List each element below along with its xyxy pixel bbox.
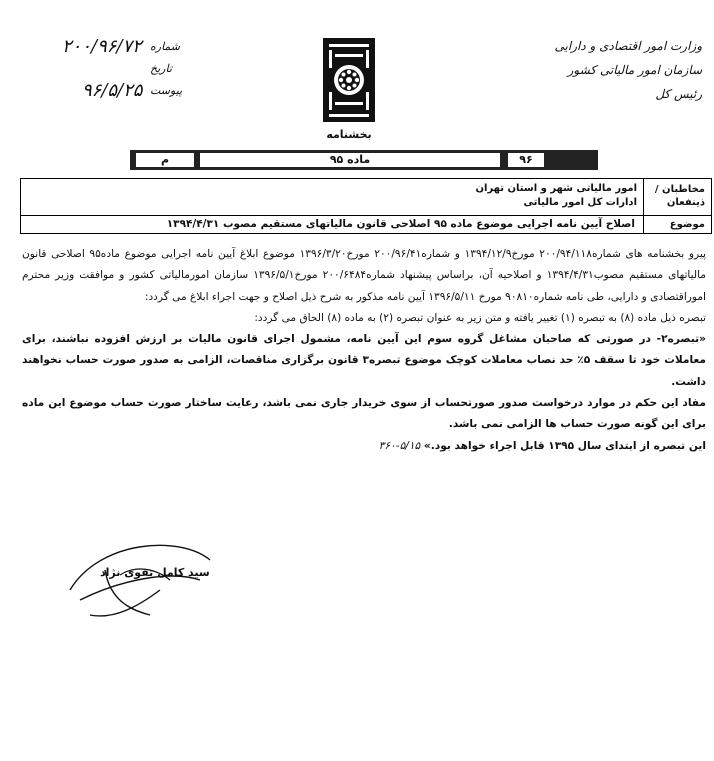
meta-number-cell: ۹۶	[508, 153, 544, 167]
ministry-line-1: وزارت امور اقتصادی و دارایی	[554, 39, 702, 53]
letter-number: ۲۰۰/۹۶/۷۲	[62, 36, 142, 57]
ministry-header	[512, 34, 702, 106]
organization-logo	[315, 36, 383, 136]
handwritten-reference: ۵/۱۵-۳۶۰	[378, 439, 421, 452]
body-paragraph-5	[22, 436, 706, 457]
ministry-line-3: رئیس کل	[655, 87, 702, 101]
ministry-line-2: سازمان امور مالیاتی کشور	[567, 63, 702, 77]
meta-article-cell: ماده ۹۵	[200, 153, 500, 167]
meta-m-cell: م	[136, 153, 194, 167]
letter-date: ۹۶/۵/۲۵	[82, 80, 143, 101]
subject-label: موضوع	[669, 219, 705, 230]
signatory-name: سید کامل تقوی نژاد	[100, 566, 210, 579]
body-paragraph-3: «تبصره۲- در صورتی که صاحبان مشاغل گروه سوم این آیین نامه، مشمول اجرای قانون مالیات بر ارزش افزوده نباشند، برای معاملات خود تا سقف ۵٪ حد نصاب معاملات کوچک موضوع تبصره۳ قانون برگزاری مناقصات، الزامی به صدور صورت حساب نخواهند داشت.	[22, 333, 706, 388]
recipients-line-1: امور مالیاتی شهر و استان تهران	[475, 183, 637, 194]
recipients-line-2: ادارات کل امور مالیاتی	[523, 197, 637, 208]
body-paragraph-5-text: این تبصره از ابتدای سال ۱۳۹۵ قابل اجراء خواهد بود.»	[423, 439, 706, 452]
recipients-subject-table	[20, 178, 712, 234]
body-paragraph-1: پیرو بخشنامه های شماره۲۰۰/۹۴/۱۱۸ مورخ۱۳۹۴/۱۲/۹ و شماره۲۰۰/۹۶/۴۱ مورخ۱۳۹۶/۳/۲۰ موضوع ابلاغ آیین نامه اجرایی موضوع ماده۹۵ اصلاحی قانون مالیاتهای مستقیم مصوب۱۳۹۴/۴/۳۱ و اصلاحیه آن، براساس پیشنهاد شماره۲۰۰/۶۴۸۴ مورخ۱۳۹۶/۵/۱ سازمان امورمالیاتی کشور و موافقت وزیر محترم اموراقتصادی و دارایی، طی نامه شماره۹۰۸۱۰ مورخ ۱۳۹۶/۵/۱۱ آیین نامه مذکور به شرح ذیل اصلاح و جهت اجراء ابلاغ می گردد:	[22, 248, 706, 303]
body-paragraph-2: تبصره ذیل ماده (۸) به تبصره (۱) تغییر یافته و متن زیر به عنوان تبصره (۲) به ماده (۸) الحاق می گردد:	[254, 311, 706, 324]
body-paragraph-4: مفاد این حکم در موارد درخواست صدور صورتحساب از سوی خریدار جاری نمی باشد، رعایت ساختار صورت حساب موضوع این ماده برای این گونه صورت حساب ها الزامی نمی باشد.	[22, 397, 706, 431]
recipients-value	[475, 182, 637, 210]
letter-meta	[150, 36, 270, 102]
subject-text: اصلاح آیین نامه اجرایی موضوع ماده ۹۵ اصلاحی قانون مالیاتهای مستقیم مصوب ۱۳۹۴/۴/۳۱	[166, 218, 635, 230]
date-label: تاریخ	[150, 62, 172, 75]
letter-body	[22, 244, 706, 457]
meta-bar	[130, 150, 598, 170]
logo-caption: بخشنامه	[326, 128, 372, 141]
recipients-label: مخاطبان / ذینفعان	[654, 184, 705, 208]
number-label: شماره	[150, 40, 181, 53]
attachment-label: پیوست	[150, 84, 183, 97]
